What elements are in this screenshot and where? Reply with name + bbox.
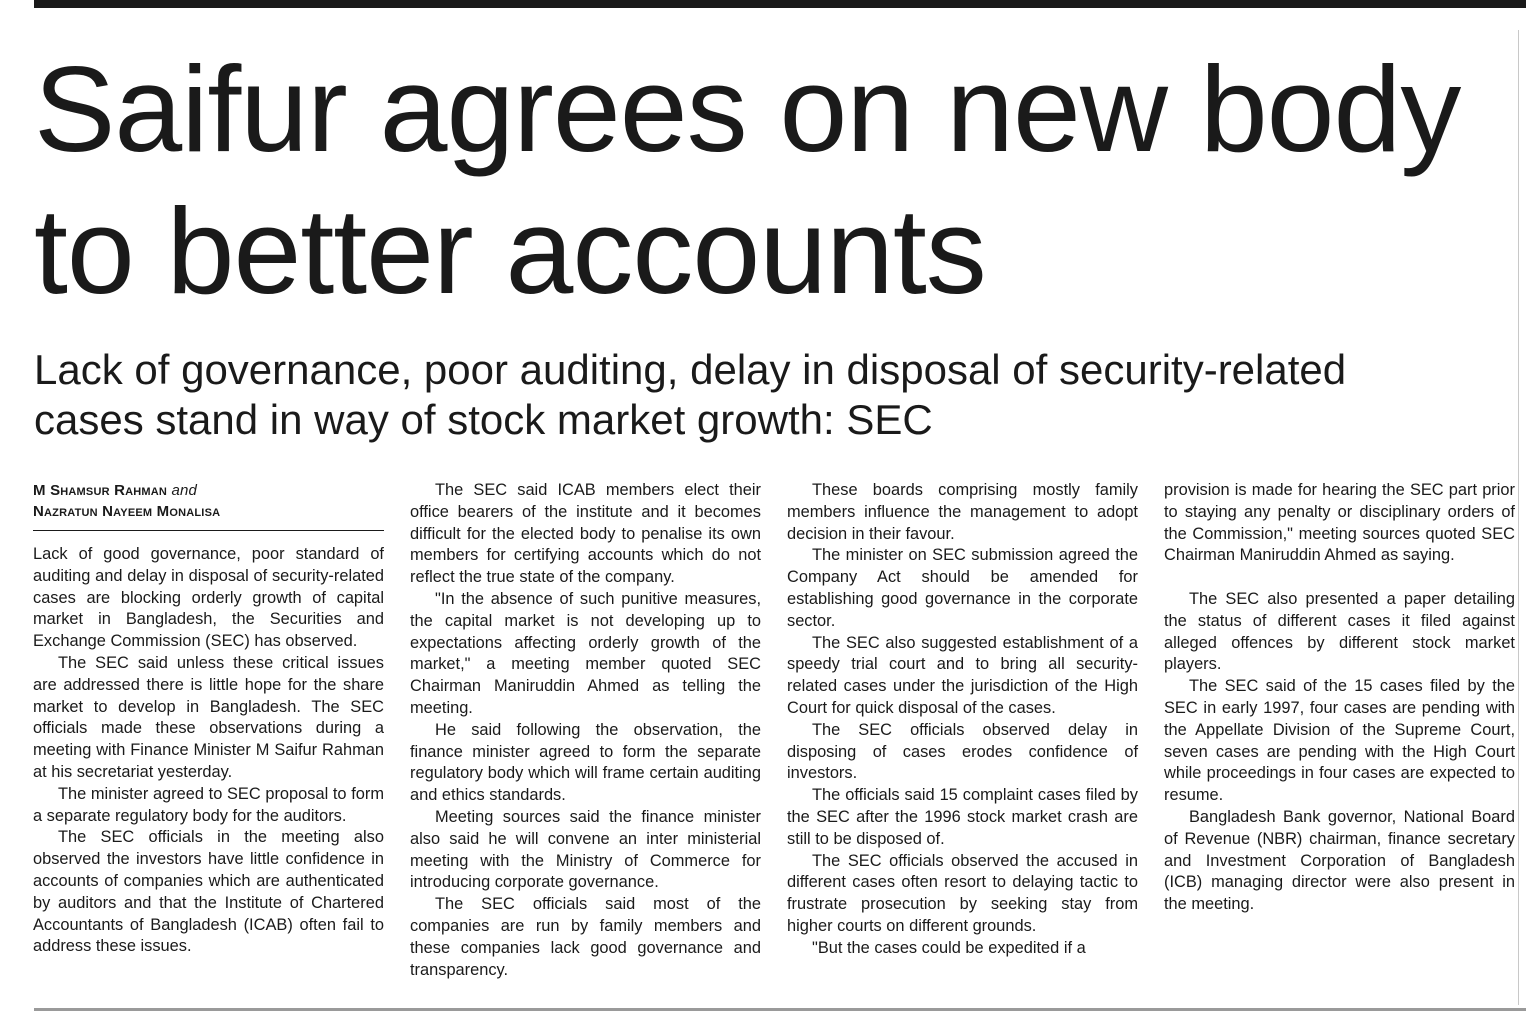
byline [33, 480, 384, 522]
article-paragraph: These boards comprising mostly family members influence the management to adopt decision in their favour. [787, 481, 1138, 543]
article-paragraph: The minister agreed to SEC proposal to form a separate regulatory body for the auditors. [33, 784, 384, 825]
byline-divider [33, 530, 384, 531]
column-3 [787, 480, 1138, 960]
byline-author-1: M Shamsur Rahman [33, 482, 168, 499]
subheadline-line-2: cases stand in way of stock market growth: SEC [34, 396, 933, 443]
article-paragraph: The SEC officials observed the accused in different cases often resort to delaying tactic to frustrate prosecution by seeking stay from higher courts on different grounds. [787, 851, 1138, 935]
article-paragraph: The SEC officials observed delay in disposing of cases erodes confidence of investors. [787, 720, 1138, 783]
headline [34, 38, 1514, 322]
byline-conjunction: and [171, 482, 198, 499]
article-paragraph: The SEC also suggested establishment of a speedy trial court and to bring all security- related cases under the jurisdiction of the High Court for quick disposal of the cases. [787, 633, 1138, 717]
page-edge [1518, 30, 1519, 1005]
article-paragraph: The SEC also presented a paper detailing the status of different cases it filed against alleged offences by different stock market players. [1164, 589, 1515, 674]
top-rule [34, 0, 1526, 8]
article-paragraph: Meeting sources said the finance minister also said he will convene an inter ministerial meeting with the Ministry of Commerce for introducing corporate governance. [410, 807, 761, 892]
article-paragraph: Bangladesh Bank governor, National Board of Revenue (NBR) chairman, finance secretary and Investment Corporation of Bangladesh (ICB) managing director were also present in the meeting. [1164, 807, 1515, 914]
column-1 [33, 480, 384, 958]
article-paragraph: He said following the observation, the finance minister agreed to form the separate regulatory body which will frame certain auditing and ethics standards. [410, 720, 761, 805]
column-4 [1164, 480, 1515, 916]
article-paragraph: provision is made for hearing the SEC part prior to staying any penalty or disciplinary orders of the Commission," meeting sources quoted SEC Chairman Maniruddin Ahmed as saying. [1164, 481, 1515, 565]
article-paragraph: The officials said 15 complaint cases filed by the SEC after the 1996 stock market crash are still to be disposed of. [787, 786, 1138, 848]
article-paragraph: The SEC officials said most of the companies are run by family members and these companies lack good governance and transparency. [410, 895, 761, 979]
article-paragraph: Lack of good governance, poor standard of auditing and delay in disposal of security-related cases are blocking orderly growth of capital market in Bangladesh, the Securities and Exchange Commission (SEC) has observed. [33, 545, 384, 651]
article-paragraph: "In the absence of such punitive measures, the capital market is not developing up to expectations affecting orderly growth of the market," a meeting member quoted SEC Chairman Maniruddin Ahmed as telling the meeting. [410, 589, 761, 717]
column-2 [410, 480, 761, 981]
article-paragraph: The minister on SEC submission agreed the Company Act should be amended for establishing good governance in the corporate sector. [787, 546, 1138, 630]
headline-line-2: to better accounts [34, 183, 986, 319]
subheadline-line-1: Lack of governance, poor auditing, delay in disposal of security-related [34, 346, 1347, 393]
article-paragraph: The SEC said ICAB members elect their office bearers of the institute and it becomes difficult for the elected body to penalise its own members for certifying accounts which do not reflect the true state of the company. [410, 481, 761, 587]
article-paragraph: "But the cases could be expedited if a [812, 938, 1086, 957]
article-paragraph: The SEC officials in the meeting also observed the investors have little confidence in accounts of companies which are authenticated by auditors and that the Institute of Chartered Accountants of Bangladesh (ICAB) often fail to address these issues. [33, 828, 384, 956]
bottom-rule [34, 1008, 1526, 1011]
article-paragraph: The SEC said unless these critical issues are addressed there is little hope for the share market to develop in Bangladesh. The SEC officials made these observations during a meeting with Finance Minister M Saifur Rahman at his secretariat yesterday. [33, 653, 384, 781]
article-paragraph: The SEC said of the 15 cases filed by the SEC in early 1997, four cases are pending with the Appellate Division of the Supreme Court, seven cases are pending with the High Court while proceedings in four cases are expected to resume. [1164, 677, 1515, 805]
headline-line-1: Saifur agrees on new body [34, 41, 1461, 177]
subheadline [34, 345, 1514, 445]
byline-author-2: Nazratun Nayeem Monalisa [33, 503, 221, 520]
